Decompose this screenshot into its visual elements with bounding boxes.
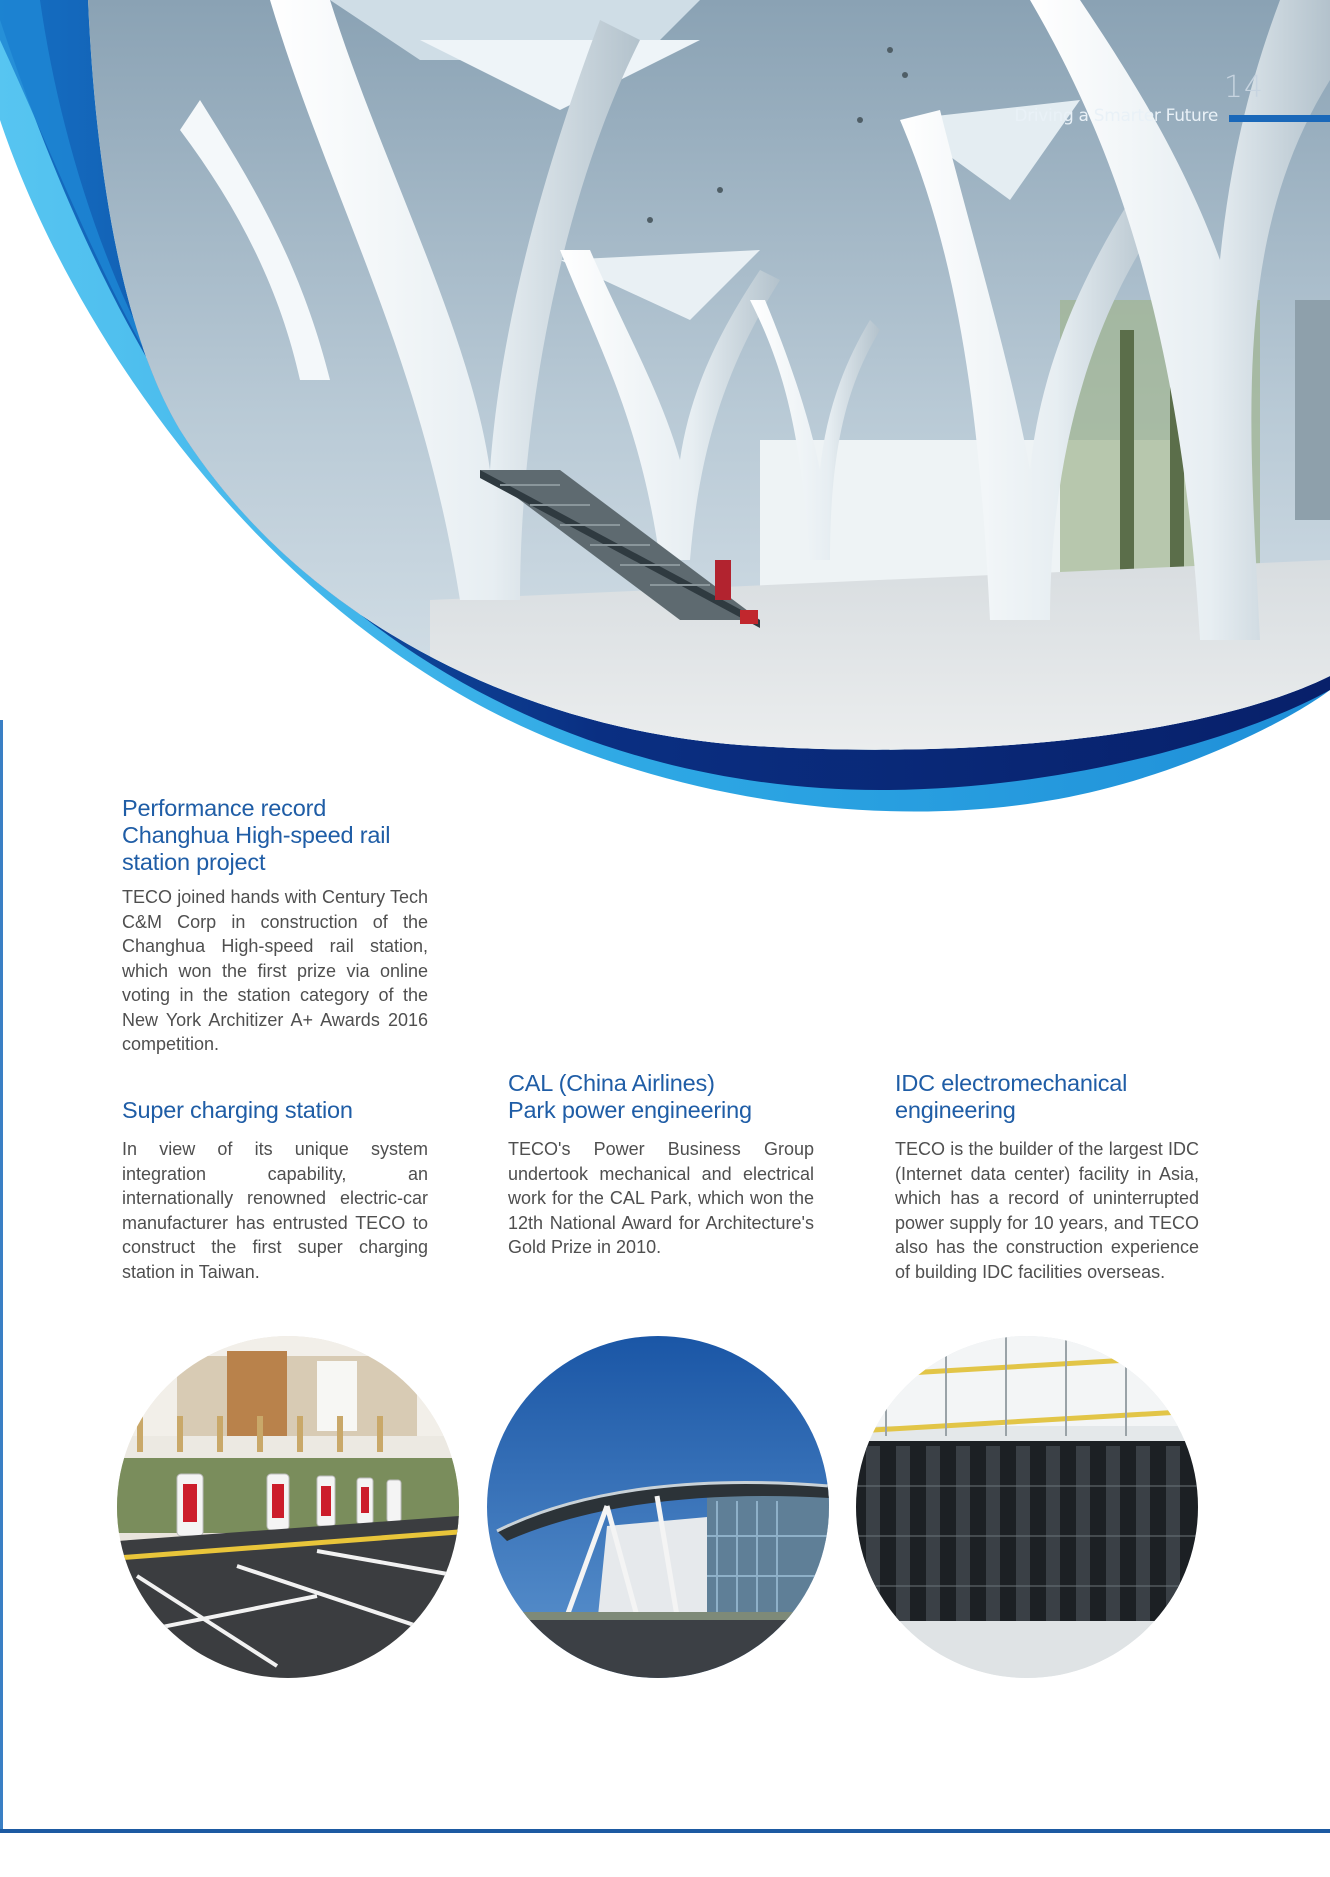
idc-title-line2: engineering <box>895 1097 1016 1123</box>
idc-title <box>895 1070 1199 1124</box>
tagline-rule <box>1229 115 1330 122</box>
cal-park-photo <box>487 1336 829 1678</box>
performance-title-line2: Changhua High-speed rail <box>122 822 391 848</box>
performance-body: TECO joined hands with Century Tech C&M Corp in construction of the Changhua High-speed rail station, which won the first prize via online voting in the station category of the New York Architizer A+ Awards 2016 competition. <box>122 887 428 1054</box>
cal-title <box>508 1070 814 1124</box>
page-tagline: Driving a Smarter Future <box>1014 106 1218 126</box>
super-charging-title: Super charging station <box>122 1097 353 1123</box>
super-charging-photo <box>117 1336 459 1678</box>
performance-title <box>122 795 428 876</box>
performance-title-line1: Performance record <box>122 795 327 821</box>
performance-section <box>122 795 428 1057</box>
super-charging-body: In view of its unique system integration capability, an internationally renowned electric-car manufacturer has entrusted TECO to construct the first super charging station in Taiwan. <box>122 1139 428 1282</box>
idc-title-line1: IDC electromechanical <box>895 1070 1128 1096</box>
page-number: 14 <box>1223 70 1264 105</box>
idc-body: TECO is the builder of the largest IDC (Internet data center) facility in Asia, which has a record of uninterrupted power supply for 10 years, and TECO also has the construction experience of building IDC facilities overseas. <box>895 1139 1199 1282</box>
cal-section <box>508 1070 814 1260</box>
super-charging-section <box>122 1097 428 1284</box>
cal-title-line2: Park power engineering <box>508 1097 752 1123</box>
cal-body: TECO's Power Business Group undertook mechanical and electrical work for the CAL Park, which won the 12th National Award for Architecture's Gold Prize in 2010. <box>508 1139 814 1257</box>
performance-title-line3: station project <box>122 849 266 875</box>
left-edge-rule <box>0 720 3 1830</box>
footer-rule <box>0 1829 1330 1833</box>
cal-title-line1: CAL (China Airlines) <box>508 1070 715 1096</box>
idc-section <box>895 1070 1199 1284</box>
idc-data-center-photo <box>856 1336 1198 1678</box>
